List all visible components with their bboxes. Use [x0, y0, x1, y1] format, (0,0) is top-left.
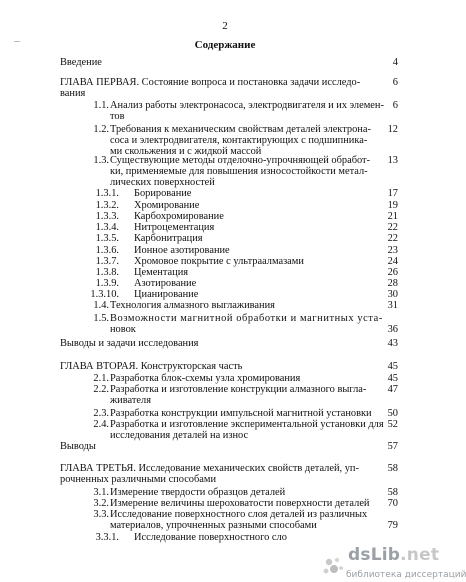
watermark-logo-text: dsLib.net	[348, 545, 440, 565]
toc-entry-number: 1.3.7.	[95, 256, 119, 267]
toc-entry-title: новок	[110, 324, 136, 335]
toc-entry-number: 1.3.1.	[95, 188, 119, 199]
toc-entry-title: вания	[60, 88, 86, 99]
toc-entry-page: 22	[387, 222, 398, 233]
toc-entry-page: 45	[387, 361, 398, 372]
toc-entry-page: 36	[387, 324, 398, 335]
toc-entry-title: рочненных различными способами	[60, 474, 217, 485]
toc-entry-number: 1.2.	[93, 124, 109, 135]
toc-entry-page: 21	[387, 211, 398, 222]
toc-entry-number: 1.4.	[93, 300, 109, 311]
toc-entry-title: исследования деталей на износ	[110, 430, 249, 441]
toc-entry-page: 58	[387, 463, 398, 474]
toc-entry-number: 3.1.	[93, 487, 109, 498]
toc-entry-page: 43	[387, 338, 398, 349]
toc-entry-number: 1.3.10.	[90, 289, 119, 300]
toc-entry-page: 70	[387, 498, 398, 509]
toc-entry-page: 22	[387, 233, 398, 244]
toc-entry-title: Выводы	[60, 441, 96, 452]
toc-entry-page: 47	[387, 384, 398, 395]
toc-entry-title: Азотирование	[134, 278, 197, 289]
toc-entry-number: 1.3.3.	[95, 211, 119, 222]
toc-entry-title: Возможности магнитной обработки и магнитных уста-	[110, 313, 383, 324]
toc-entry-title: ки, применяемые для повышения износостойкости метал-	[110, 166, 368, 177]
toc-entry-title: Выводы и задачи исследования	[60, 338, 199, 349]
toc-entry-title: Введение	[60, 57, 102, 68]
toc-entry-title: Разработка и изготовление экспериментальной установки для	[110, 419, 384, 430]
toc-entry-number: 2.4.	[93, 419, 109, 430]
toc-entry-page: 45	[387, 373, 398, 384]
toc-entry-title: Разработка блок-схемы узла хромирования	[110, 373, 301, 384]
toc-entry-title: Цианирование	[134, 289, 199, 300]
toc-entry-page: 58	[387, 487, 398, 498]
toc-entry-page: 17	[387, 188, 398, 199]
toc-entry-title: Существующие методы отделочно-упрочняющей обработ-	[110, 155, 371, 166]
toc-entry-title: лических поверхностей	[110, 177, 215, 188]
toc-entry-number: 1.3.2.	[95, 200, 119, 211]
watermark-tagline: библиотека диссертаций	[346, 570, 466, 580]
toc-entry-title: Карбохромирование	[134, 211, 224, 222]
toc-entry-page: 19	[387, 200, 398, 211]
toc-entry-number: 2.2.	[93, 384, 109, 395]
toc-entry-title: Разработка и изготовление конструкции алмазного выгла-	[110, 384, 367, 395]
toc-entry-title: живателя	[110, 395, 151, 406]
toc-entry-title: Хромирование	[134, 200, 200, 211]
toc-entry-number: 1.3.	[93, 155, 109, 166]
toc-entry-title: Разработка конструкции импульсной магнитной установки	[110, 408, 372, 419]
toc-entry-page: 23	[387, 245, 398, 256]
toc-entry-page: 13	[387, 155, 398, 166]
dslib-logo-icon	[320, 554, 346, 578]
toc-entry-title: Измерение величины шероховатости поверхности деталей	[110, 498, 370, 509]
toc-entry-number: 1.3.9.	[95, 278, 119, 289]
toc-entry-number: 1.3.5.	[95, 233, 119, 244]
toc-entry-title: Исследование поверхностного сло	[134, 532, 287, 543]
toc-entry-number: 3.3.	[93, 509, 109, 520]
toc-entry-number: 1.3.4.	[95, 222, 119, 233]
toc-entry-page: 4	[392, 57, 398, 68]
toc-entry-title: ГЛАВА ПЕРВАЯ. Состояние вопроса и постановка задачи исследо-	[60, 77, 361, 88]
toc-entry-page: 24	[387, 256, 398, 267]
toc-entry-page: 30	[387, 289, 398, 300]
toc-entry-title: ми скольжения и с жидкой массой	[110, 146, 262, 157]
toc-entry-number: 2.3.	[93, 408, 109, 419]
toc-entry-title: ГЛАВА ВТОРАЯ. Конструкторская часть	[60, 361, 243, 372]
toc-entry-number: 1.3.6.	[95, 245, 119, 256]
toc-entry-page: 52	[387, 419, 398, 430]
toc-entry-number: 3.2.	[93, 498, 109, 509]
toc-entry-title: Измерение твердости образцов деталей	[110, 487, 286, 498]
toc-entry-page: 26	[387, 267, 398, 278]
toc-entry-page: 79	[387, 520, 398, 531]
toc-entry-number: 1.1.	[93, 100, 109, 111]
toc-entry-page: 6	[392, 100, 398, 111]
toc-heading: Содержание	[194, 39, 256, 51]
toc-entry-page: 50	[387, 408, 398, 419]
toc-entry-title: Карбонитрация	[134, 233, 203, 244]
toc-entry-number: 2.1.	[93, 373, 109, 384]
toc-entry-number: 1.5.	[93, 313, 109, 324]
toc-entry-title: материалов, упрочненных разными способами	[110, 520, 317, 531]
toc-entry-title: Нитроцементация	[134, 222, 215, 233]
toc-entry-title: тов	[110, 111, 125, 122]
toc-entry-title: Борирование	[134, 188, 192, 199]
toc-entry-title: Ионное азотирование	[134, 245, 230, 256]
toc-entry-title: Анализ работы электронасоса, электродвигателя и их элемен-	[110, 100, 384, 111]
toc-entry-number: 1.3.8.	[95, 267, 119, 278]
toc-entry-page: 12	[387, 124, 398, 135]
toc-entry-title: Хромовое покрытие с ультраалмазами	[134, 256, 304, 267]
watermark	[320, 545, 466, 582]
toc-entry-title: Требования к механическим свойствам деталей электрона-	[110, 124, 371, 135]
toc-entry-title: ГЛАВА ТРЕТЬЯ. Исследование механических свойств деталей, уп-	[60, 463, 359, 474]
toc-entry-page: 57	[387, 441, 398, 452]
toc-entry-number: 3.3.1.	[95, 532, 119, 543]
page-number: 2	[222, 20, 228, 32]
toc-entry-title: coca и электродвигателя, контактирующих с подшипника-	[110, 135, 368, 146]
toc-entry-page: 6	[392, 77, 398, 88]
toc-entry-title: Технология алмазного выглаживания	[110, 300, 275, 311]
toc-entry-title: Исследование поверхностного слоя деталей из различных	[110, 509, 368, 520]
toc-entry-title: Цементация	[134, 267, 189, 278]
toc-entry-page: 28	[387, 278, 398, 289]
toc-entry-page: 31	[387, 300, 398, 311]
